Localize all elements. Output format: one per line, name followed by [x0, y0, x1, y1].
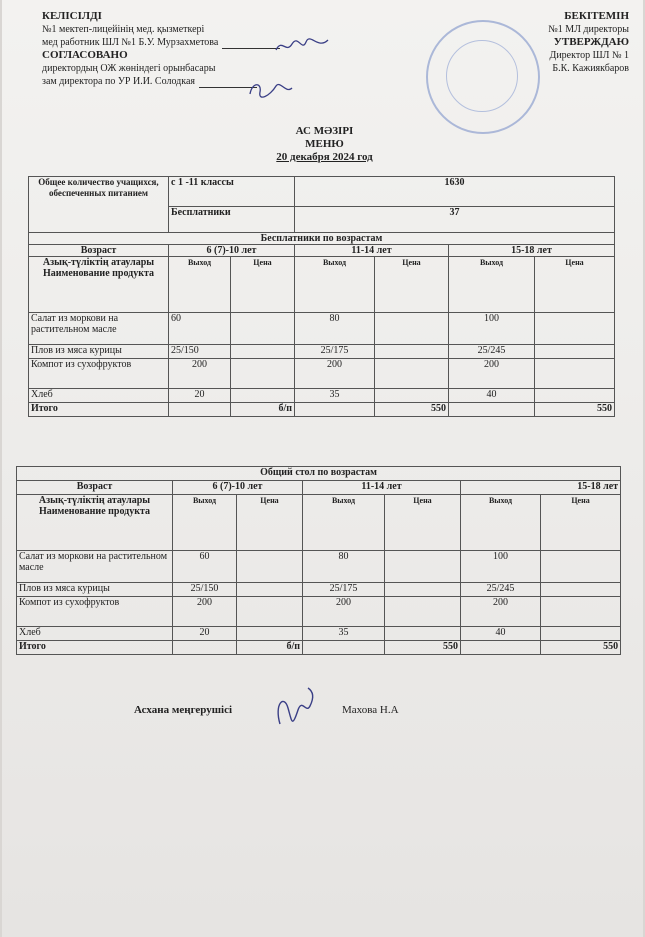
- table-row: [29, 359, 615, 389]
- price-header: Цена: [541, 495, 621, 551]
- document-page: [2, 0, 643, 937]
- total-price-3: 550: [535, 403, 615, 417]
- canteen-head-role: Асхана меңгерушісі: [134, 704, 233, 716]
- price-header: Цена: [375, 257, 449, 313]
- price-header: Цена: [237, 495, 303, 551]
- output-value: 200: [449, 359, 535, 389]
- approval-left-block: [42, 10, 280, 88]
- product-header: Азық-түліктің атаулары Наименование продукта: [17, 495, 173, 551]
- output-value: 25/245: [461, 583, 541, 597]
- product-name: Салат из моркови на растительном масле: [29, 313, 169, 345]
- classes-value: 1630: [295, 177, 615, 207]
- age-group-3: 15-18 лет: [461, 481, 621, 495]
- classes-label: с 1 -11 классы: [169, 177, 295, 207]
- output-value: 20: [173, 627, 237, 641]
- age-label: Возраст: [17, 481, 173, 495]
- approve-title-kz: БЕКІТЕМІН: [564, 10, 629, 22]
- canteen-head-name: Махова Н.А: [342, 704, 399, 716]
- total-price-1: б/п: [231, 403, 295, 417]
- product-name: Хлеб: [17, 627, 173, 641]
- age-group-3: 15-18 лет: [449, 245, 615, 257]
- output-header: Выход: [461, 495, 541, 551]
- output-header: Выход: [449, 257, 535, 313]
- total-label: Итого: [17, 641, 173, 655]
- free-meals-table: [28, 176, 615, 417]
- output-value: 25/150: [169, 345, 231, 359]
- total-row: [17, 641, 621, 655]
- total-price-2: 550: [375, 403, 449, 417]
- agreed-title-kz: КЕЛІСІЛДІ: [42, 10, 102, 22]
- output-value: 200: [295, 359, 375, 389]
- director-name: Б.К. Кажиякбаров: [552, 63, 629, 74]
- total-label: Итого: [29, 403, 169, 417]
- approve-title-ru: УТВЕРЖДАЮ: [553, 36, 629, 48]
- product-name: Салат из моркови на растительном масле: [17, 551, 173, 583]
- total-row: [29, 403, 615, 417]
- total-price-2: 550: [385, 641, 461, 655]
- free-meals-value: 37: [295, 207, 615, 233]
- output-value: 40: [461, 627, 541, 641]
- output-value: 25/150: [173, 583, 237, 597]
- agreed-title-ru: СОГЛАСОВАНО: [42, 49, 128, 61]
- output-value: 200: [173, 597, 237, 627]
- deputy-line-kz: директордың ОЖ жөніндегі орынбасары: [42, 63, 216, 74]
- free-meals-label: Бесплатники: [169, 207, 295, 233]
- age-group-1: 6 (7)-10 лет: [169, 245, 295, 257]
- total-price-1: б/п: [237, 641, 303, 655]
- price-header: Цена: [385, 495, 461, 551]
- output-value: 80: [303, 551, 385, 583]
- document-title: [2, 125, 645, 164]
- output-value: 200: [169, 359, 231, 389]
- deputy-line-ru: зам директора по УР И.И. Солодкая: [42, 75, 280, 88]
- price-header: Цена: [231, 257, 295, 313]
- free-section-title: Бесплатники по возрастам: [29, 233, 615, 245]
- menu-date: 20 декабря 2024 год: [276, 151, 373, 163]
- table-row: [17, 627, 621, 641]
- output-value: 60: [169, 313, 231, 345]
- age-group-1: 6 (7)-10 лет: [173, 481, 303, 495]
- total-students-label: Общее количество учащихся, обеспеченных питанием: [29, 177, 169, 233]
- age-label: Возраст: [29, 245, 169, 257]
- director-line-ru: Директор ШЛ № 1: [549, 50, 629, 61]
- footer-signoff: [134, 704, 232, 716]
- total-price-3: 550: [541, 641, 621, 655]
- age-group-2: 11-14 лет: [303, 481, 461, 495]
- director-line-kz: №1 МЛ директоры: [548, 24, 629, 35]
- general-meals-table: [16, 466, 621, 655]
- product-name: Компот из сухофруктов: [17, 597, 173, 627]
- medic-line-kz: №1 мектеп-лицейінің мед. қызметкері: [42, 24, 205, 35]
- output-value: 20: [169, 389, 231, 403]
- title-ru: МЕНЮ: [305, 138, 344, 150]
- output-header: Выход: [295, 257, 375, 313]
- output-value: 200: [461, 597, 541, 627]
- table-row: [29, 389, 615, 403]
- table-row: [29, 345, 615, 359]
- approval-right-block: [548, 10, 629, 75]
- price-header: Цена: [535, 257, 615, 313]
- output-value: 200: [303, 597, 385, 627]
- output-header: Выход: [169, 257, 231, 313]
- official-seal-icon: [426, 20, 540, 134]
- title-kz: АС МӘЗІРІ: [295, 125, 354, 137]
- table-row: [29, 313, 615, 345]
- output-value: 25/175: [295, 345, 375, 359]
- age-group-2: 11-14 лет: [295, 245, 449, 257]
- general-section-title: Общий стол по возрастам: [17, 467, 621, 481]
- product-name: Плов из мяса курицы: [29, 345, 169, 359]
- medic-line-ru: мед работник ШЛ №1 Б.У. Мурзахметова: [42, 36, 280, 49]
- output-value: 100: [461, 551, 541, 583]
- output-value: 60: [173, 551, 237, 583]
- table-row: [17, 597, 621, 627]
- deputy-signature-icon: [246, 78, 296, 100]
- output-value: 25/175: [303, 583, 385, 597]
- product-name: Хлеб: [29, 389, 169, 403]
- product-name: Компот из сухофруктов: [29, 359, 169, 389]
- product-header: Азық-түліктің атаулары Наименование продукта: [29, 257, 169, 313]
- output-value: 40: [449, 389, 535, 403]
- canteen-head-signature-icon: [270, 684, 320, 734]
- product-name: Плов из мяса курицы: [17, 583, 173, 597]
- output-value: 35: [295, 389, 375, 403]
- table-row: [17, 551, 621, 583]
- output-value: 100: [449, 313, 535, 345]
- output-header: Выход: [303, 495, 385, 551]
- medic-signature-icon: [272, 36, 332, 56]
- table-row: [17, 583, 621, 597]
- output-header: Выход: [173, 495, 237, 551]
- output-value: 80: [295, 313, 375, 345]
- output-value: 25/245: [449, 345, 535, 359]
- output-value: 35: [303, 627, 385, 641]
